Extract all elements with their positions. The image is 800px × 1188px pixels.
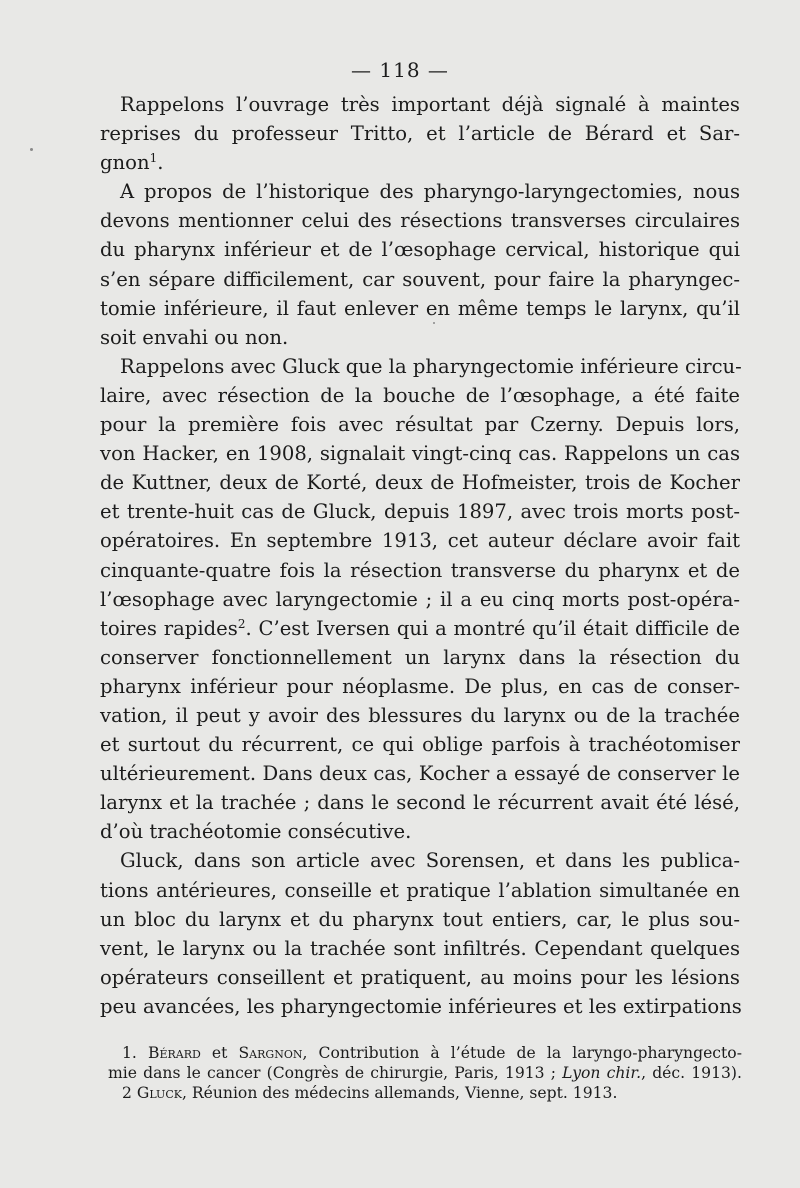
text-fragment: . (157, 151, 164, 175)
paragraph-1 (100, 90, 740, 177)
paragraph-4 (100, 846, 740, 1021)
text-fragment: gnon (100, 151, 150, 175)
text-line: et trente-huit cas de Gluck, depuis 1897, avec trois morts post- (100, 500, 740, 524)
text-line: du pharynx inférieur et de l’œsophage cervical, historique qui (100, 238, 740, 262)
text-line: cinquante-quatre fois la résection transverse du pharynx et de (100, 558, 740, 582)
text-line: larynx et la trachée ; dans le second le récurrent avait été lésé, (100, 791, 740, 815)
footnote-text: mie dans le cancer (Congrès de chirurgie, Paris, 1913 ; (108, 1064, 563, 1082)
text-line: s’en sépare difficilement, car souvent, pour faire la pharyngec- (100, 267, 740, 291)
text-line: A propos de l’historique des pharyngo-laryngectomies, nous (120, 180, 740, 204)
text-line: laire, avec résection de la bouche de l’œsophage, a été faite (100, 383, 740, 407)
text-line: peu avancées, les pharyngectomie inférieures et les extirpations (100, 994, 742, 1018)
text-line: Rappelons avec Gluck que la pharyngectomie inférieure circu- (120, 354, 742, 378)
text-line: von Hacker, en 1908, signalait vingt-cinq cas. Rappelons un cas (100, 442, 740, 466)
footnote-text: , Contribution à l’étude de la laryngo-pharyngecto- (302, 1044, 742, 1062)
text-line: Rappelons l’ouvrage très important déjà signalé à maintes (120, 93, 740, 116)
text-line: opérateurs conseillent et pratiquent, au moins pour les lésions (100, 965, 740, 989)
footnote-ref-1[interactable]: 1 (149, 151, 158, 166)
footnote-text: , déc. 1913). (641, 1064, 742, 1082)
text-line: Gluck, dans son article avec Sorensen, et dans les publica- (120, 849, 740, 873)
text-line (100, 614, 740, 643)
text-line: ultérieurement. Dans deux cas, Kocher a essayé de conserver le (100, 762, 740, 786)
paragraph-2 (100, 177, 740, 352)
footnote-author: Gluck (136, 1084, 182, 1102)
text-line: soit envahi ou non. (100, 325, 289, 349)
paragraph-3 (100, 352, 740, 847)
scan-speck (433, 322, 435, 324)
page-number: — 118 — (351, 58, 449, 82)
text-line: un bloc du larynx et du pharynx tout entiers, car, le plus sou- (100, 907, 740, 931)
text-line (100, 148, 740, 177)
footnote-journal: Lyon chir. (562, 1064, 642, 1082)
text-line: l’œsophage avec laryngectomie ; il a eu cinq morts post-opéra- (100, 587, 740, 611)
text-line: et surtout du récurrent, ce qui oblige parfois à trachéotomiser (100, 733, 740, 757)
text-line: pour la première fois avec résultat par Czerny. Depuis lors, (100, 413, 740, 437)
text-fragment: toires rapides (100, 616, 238, 640)
footnote-1 (108, 1043, 742, 1063)
text-line: de Kuttner, deux de Korté, deux de Hofmeister, trois de Kocher (100, 471, 740, 495)
footnote-1-continued (108, 1063, 742, 1083)
text-fragment: . C’est Iversen qui a montré qu’il était difficile de (245, 616, 741, 640)
text-line: vation, il peut y avoir des blessures du larynx ou de la trachée (100, 703, 740, 727)
text-line: tomie inférieure, il faut enlever en même temps le larynx, qu’il (100, 296, 740, 320)
footnote-author: Bérard (147, 1044, 201, 1062)
text-line: devons mentionner celui des résections transverses circulaires (100, 209, 740, 233)
text-line: reprises du professeur Tritto, et l’article de Bérard et Sar- (100, 122, 740, 146)
footnote-ref-2[interactable]: 2 (237, 616, 246, 631)
footnote-author: Sargnon (238, 1044, 303, 1062)
footnote-conjunction: et (211, 1044, 228, 1062)
body-text (100, 90, 740, 1021)
footnote-number: 2 (122, 1084, 132, 1102)
footnote-text: , Réunion des médecins allemands, Vienne, sept. 1913. (181, 1084, 618, 1102)
footnote-number: 1. (122, 1044, 137, 1062)
text-line: pharynx inférieur pour néoplasme. De plus, en cas de conser- (100, 674, 740, 698)
text-line: tions antérieures, conseille et pratique l’ablation simultanée en (100, 878, 740, 902)
footnote-2 (108, 1083, 742, 1103)
scan-speck (30, 148, 33, 151)
text-line: conserver fonctionnellement un larynx dans la résection du (100, 645, 740, 669)
text-line: opératoires. En septembre 1913, cet auteur déclare avoir fait (100, 529, 740, 553)
text-line: d’où trachéotomie consécutive. (100, 820, 412, 844)
text-line: vent, le larynx ou la trachée sont infiltrés. Cependant quelques (100, 936, 740, 960)
footnotes (108, 1043, 742, 1103)
